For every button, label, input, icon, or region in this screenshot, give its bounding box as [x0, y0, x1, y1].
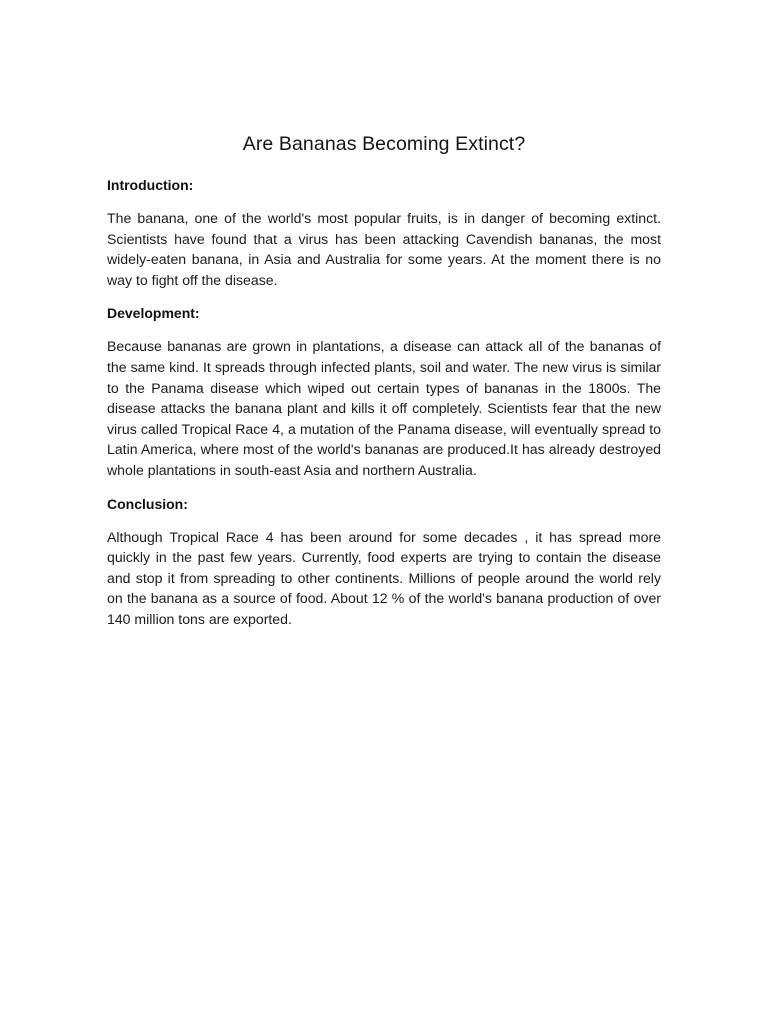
development-heading: Development: [107, 305, 200, 322]
conclusion-section [107, 494, 661, 630]
conclusion-heading: Conclusion: [107, 495, 188, 512]
conclusion-paragraph: Although Tropical Race 4 has been around for some decades , it has spread more quickly in the past few years. Currently, food experts are trying to contain the disease and stop it from spreading to other continents. Millions of people around the world rely on the banana as a source of food. About 12 % of the world's banana production of over 140 million tons are exported. [107, 528, 661, 627]
introduction-heading: Introduction: [107, 177, 194, 193]
development-paragraph: Because bananas are grown in plantations, a disease can attack all of the bananas of the same kind. It spreads through infected plants, soil and water. The new virus is similar to the Panama disease which wiped out certain types of bananas in the 1800s. The disease attacks the banana plant and kills it off completely. Scientists fear that the new virus called Tropical Race 4, a mutation of the Panama disease, will eventually spread to Latin America, where most of the world's bananas are produced.It has already destroyed whole plantations in south-east Asia and northern Australia. [107, 338, 661, 478]
development-section [107, 303, 661, 480]
document-content [107, 130, 661, 643]
introduction-paragraph: The banana, one of the world's most popular fruits, is in danger of becoming extinct. Scientists have found that a virus has been attacking Cavendish bananas, the most widely-eaten banana, in Asia and Australia for some years. At the moment there is no way to fight off the disease. [107, 210, 661, 288]
introduction-section [107, 175, 661, 290]
document-title: Are Bananas Becoming Extinct? [242, 133, 526, 155]
